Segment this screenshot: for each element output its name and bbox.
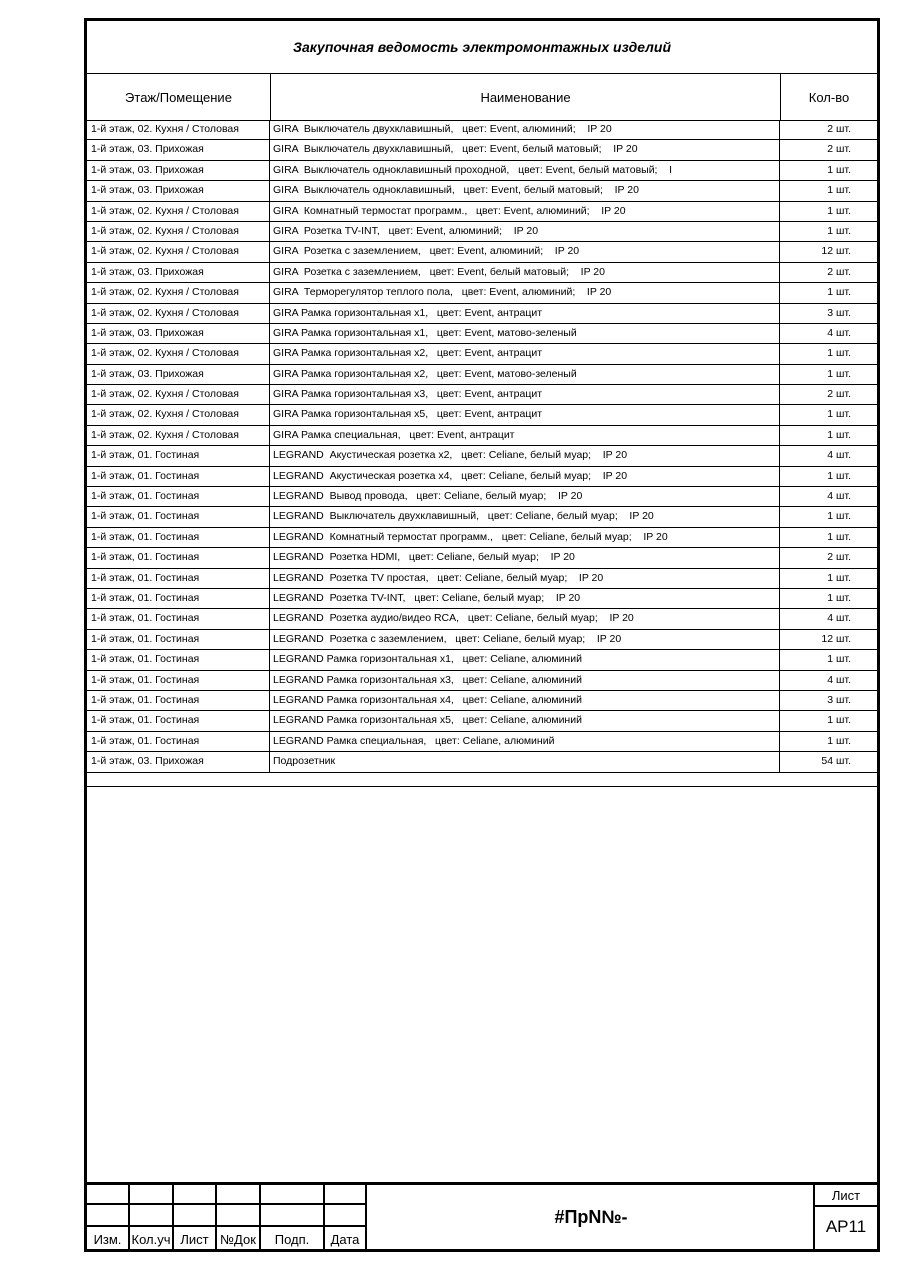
cell-qty: 2 шт.	[827, 388, 851, 401]
cell-qty: 1 шт.	[827, 571, 851, 584]
table-row-empty	[87, 773, 877, 787]
cell-name: GIRA Терморегулятор теплого пола, цвет: Event, алюминий; IP 20	[270, 283, 780, 302]
cell-room: 1-й этаж, 01. Гостиная	[87, 630, 270, 649]
table-row	[87, 528, 877, 548]
table-row	[87, 222, 877, 242]
cell-qty: 1 шт.	[827, 469, 851, 482]
cell-room: 1-й этаж, 02. Кухня / Столовая	[87, 202, 270, 221]
cell-qty: 2 шт.	[827, 123, 851, 135]
cell-room: 1-й этаж, 01. Гостиная	[87, 650, 270, 669]
cell-qty: 1 шт.	[827, 347, 851, 360]
cell-qty: 2 шт.	[827, 143, 851, 156]
cell-name: LEGRAND Акустическая розетка x2, цвет: Celiane, белый муар; IP 20	[270, 446, 780, 465]
cell-room: 1-й этаж, 01. Гостиная	[87, 446, 270, 465]
cell-room: 1-й этаж, 03. Прихожая	[87, 161, 270, 180]
cell-room: 1-й этаж, 01. Гостиная	[87, 467, 270, 486]
table-row	[87, 324, 877, 344]
cell-name: LEGRAND Комнатный термостат программ., цвет: Celiane, белый муар; IP 20	[270, 528, 780, 547]
cell-room: 1-й этаж, 01. Гостиная	[87, 507, 270, 526]
cell-name: LEGRAND Розетка с заземлением, цвет: Celiane, белый муар; IP 20	[270, 630, 780, 649]
stamp-label-data: Дата	[330, 1232, 360, 1247]
cell-room: 1-й этаж, 02. Кухня / Столовая	[87, 242, 270, 261]
table-row	[87, 732, 877, 752]
cell-name: LEGRAND Розетка TV простая, цвет: Celiane, белый муар; IP 20	[270, 569, 780, 588]
table-row	[87, 569, 877, 589]
table-row	[87, 752, 877, 772]
cell-qty: 1 шт.	[827, 408, 851, 421]
cell-room: 1-й этаж, 02. Кухня / Столовая	[87, 222, 270, 241]
cell-name: GIRA Рамка горизонтальная x3, цвет: Event, антрацит	[270, 385, 780, 404]
cell-qty: 1 шт.	[827, 653, 851, 666]
table-row	[87, 630, 877, 650]
stamp-label-kolvo: Кол.уч	[131, 1232, 171, 1247]
table-row	[87, 202, 877, 222]
table-row	[87, 242, 877, 262]
cell-name: LEGRAND Розетка HDMI, цвет: Celiane, белый муар; IP 20	[270, 548, 780, 567]
cell-name: GIRA Выключатель двухклавишный, цвет: Event, алюминий; IP 20	[270, 120, 780, 139]
cell-qty: 1 шт.	[827, 591, 851, 604]
header-room: Этаж/Помещение	[87, 74, 271, 121]
cell-name: GIRA Розетка TV-INT, цвет: Event, алюминий; IP 20	[270, 222, 780, 241]
cell-qty: 4 шт.	[827, 490, 851, 503]
cell-room: 1-й этаж, 01. Гостиная	[87, 589, 270, 608]
header-name: Наименование	[271, 74, 781, 121]
stamp-cell-izm	[87, 1185, 130, 1249]
stamp-cell-kolvo	[130, 1185, 174, 1249]
cell-qty: 2 шт.	[827, 551, 851, 564]
cell-room: 1-й этаж, 01. Гостиная	[87, 569, 270, 588]
cell-qty: 1 шт.	[827, 530, 851, 543]
table-row	[87, 426, 877, 446]
document-title: Закупочная ведомость электромонтажных изделий	[87, 21, 877, 74]
sheet-number: АР11	[825, 1217, 867, 1236]
table-body	[87, 120, 877, 787]
table-row	[87, 671, 877, 691]
stamp-label-list: Лист	[180, 1232, 209, 1247]
cell-room: 1-й этаж, 03. Прихожая	[87, 752, 270, 771]
table-row	[87, 609, 877, 629]
table-row	[87, 120, 877, 140]
cell-qty: 4 шт.	[827, 449, 851, 462]
title-block	[87, 1182, 877, 1249]
stamp-label-ndok: №Док	[220, 1232, 256, 1247]
cell-name: LEGRAND Розетка TV-INT, цвет: Celiane, белый муар; IP 20	[270, 589, 780, 608]
cell-name: GIRA Выключатель двухклавишный, цвет: Event, белый матовый; IP 20	[270, 140, 780, 159]
table-row	[87, 548, 877, 568]
cell-qty: 1 шт.	[827, 428, 851, 441]
cell-name: LEGRAND Вывод провода, цвет: Celiane, белый муар; IP 20	[270, 487, 780, 506]
cell-qty: 1 шт.	[827, 224, 851, 237]
sheet-label: Лист	[815, 1185, 877, 1207]
cell-room: 1-й этаж, 03. Прихожая	[87, 140, 270, 159]
table-row	[87, 140, 877, 160]
cell-name: Подрозетник	[270, 752, 780, 771]
cell-name: GIRA Рамка горизонтальная x5, цвет: Event, антрацит	[270, 405, 780, 424]
table-row	[87, 711, 877, 731]
stamp-cell-ndok	[217, 1185, 261, 1249]
cell-room: 1-й этаж, 01. Гостиная	[87, 691, 270, 710]
table-row	[87, 181, 877, 201]
cell-name: GIRA Комнатный термостат программ., цвет: Event, алюминий; IP 20	[270, 202, 780, 221]
cell-qty: 1 шт.	[827, 204, 851, 217]
cell-room: 1-й этаж, 01. Гостиная	[87, 487, 270, 506]
cell-name: LEGRAND Рамка специальная, цвет: Celiane, алюминий	[270, 732, 780, 751]
cell-qty: 1 шт.	[827, 714, 851, 727]
table-row	[87, 405, 877, 425]
cell-room: 1-й этаж, 02. Кухня / Столовая	[87, 344, 270, 363]
cell-name: LEGRAND Рамка горизонтальная x4, цвет: Celiane, алюминий	[270, 691, 780, 710]
cell-room: 1-й этаж, 01. Гостиная	[87, 671, 270, 690]
cell-qty: 12 шт.	[821, 632, 851, 645]
header-qty: Кол-во	[781, 74, 877, 121]
cell-name: LEGRAND Рамка горизонтальная x5, цвет: Celiane, алюминий	[270, 711, 780, 730]
table-row	[87, 161, 877, 181]
cell-qty: 4 шт.	[827, 326, 851, 339]
stamp-label-izm: Изм.	[93, 1232, 122, 1247]
stamp-cell-list	[174, 1185, 217, 1249]
cell-qty: 1 шт.	[827, 734, 851, 747]
cell-name: LEGRAND Рамка горизонтальная x3, цвет: Celiane, алюминий	[270, 671, 780, 690]
cell-room: 1-й этаж, 01. Гостиная	[87, 609, 270, 628]
cell-name: GIRA Рамка горизонтальная x2, цвет: Event, антрацит	[270, 344, 780, 363]
cell-qty: 54 шт.	[821, 755, 851, 768]
cell-room: 1-й этаж, 02. Кухня / Столовая	[87, 426, 270, 445]
table-row	[87, 365, 877, 385]
table-row	[87, 304, 877, 324]
cell-name: GIRA Рамка специальная, цвет: Event, антрацит	[270, 426, 780, 445]
cell-name: GIRA Рамка горизонтальная x1, цвет: Event, матово-зеленый	[270, 324, 780, 343]
cell-qty: 1 шт.	[827, 510, 851, 523]
cell-qty: 3 шт.	[827, 693, 851, 706]
cell-name: LEGRAND Выключатель двухклавишный, цвет: Celiane, белый муар; IP 20	[270, 507, 780, 526]
cell-qty: 1 шт.	[827, 286, 851, 299]
drawing-sheet	[84, 18, 880, 1252]
cell-qty: 4 шт.	[827, 673, 851, 686]
stamp-cell-data	[325, 1185, 367, 1249]
table-row	[87, 507, 877, 527]
table-row	[87, 650, 877, 670]
cell-qty: 3 шт.	[827, 306, 851, 319]
cell-qty: 1 шт.	[827, 184, 851, 197]
cell-room: 1-й этаж, 02. Кухня / Столовая	[87, 385, 270, 404]
cell-room: 1-й этаж, 01. Гостиная	[87, 528, 270, 547]
cell-name: LEGRAND Розетка аудио/видео RCA, цвет: Celiane, белый муар; IP 20	[270, 609, 780, 628]
cell-name: GIRA Рамка горизонтальная x1, цвет: Event, антрацит	[270, 304, 780, 323]
cell-name: GIRA Выключатель одноклавишный, цвет: Event, белый матовый; IP 20	[270, 181, 780, 200]
cell-name: GIRA Выключатель одноклавишный проходной, цвет: Event, белый матовый; I	[270, 161, 780, 180]
table-row	[87, 263, 877, 283]
cell-room: 1-й этаж, 01. Гостиная	[87, 548, 270, 567]
cell-room: 1-й этаж, 03. Прихожая	[87, 365, 270, 384]
stamp-cell-podp	[261, 1185, 325, 1249]
table-row	[87, 691, 877, 711]
cell-room: 1-й этаж, 03. Прихожая	[87, 263, 270, 282]
cell-room: 1-й этаж, 03. Прихожая	[87, 324, 270, 343]
cell-room: 1-й этаж, 02. Кухня / Столовая	[87, 304, 270, 323]
table-row	[87, 487, 877, 507]
cell-room: 1-й этаж, 03. Прихожая	[87, 181, 270, 200]
cell-qty: 1 шт.	[827, 163, 851, 176]
cell-qty: 1 шт.	[827, 367, 851, 380]
cell-qty: 2 шт.	[827, 265, 851, 278]
cell-room: 1-й этаж, 02. Кухня / Столовая	[87, 283, 270, 302]
cell-qty: 4 шт.	[827, 612, 851, 625]
table-row	[87, 344, 877, 364]
cell-name: GIRA Рамка горизонтальная x2, цвет: Event, матово-зеленый	[270, 365, 780, 384]
cell-room: 1-й этаж, 02. Кухня / Столовая	[87, 405, 270, 424]
cell-room: 1-й этаж, 01. Гостиная	[87, 711, 270, 730]
table-row	[87, 385, 877, 405]
table-row	[87, 589, 877, 609]
cell-name: GIRA Розетка с заземлением, цвет: Event, белый матовый; IP 20	[270, 263, 780, 282]
table-row	[87, 446, 877, 466]
cell-qty: 12 шт.	[821, 245, 851, 258]
cell-room: 1-й этаж, 01. Гостиная	[87, 732, 270, 751]
stamp-label-podp: Подп.	[274, 1232, 310, 1247]
cell-name: GIRA Розетка с заземлением, цвет: Event, алюминий; IP 20	[270, 242, 780, 261]
table-row	[87, 283, 877, 303]
project-code: #ПрN№-	[554, 1206, 628, 1227]
table-row	[87, 467, 877, 487]
cell-room: 1-й этаж, 02. Кухня / Столовая	[87, 120, 270, 139]
cell-name: LEGRAND Рамка горизонтальная x1, цвет: Celiane, алюминий	[270, 650, 780, 669]
cell-name: LEGRAND Акустическая розетка x4, цвет: Celiane, белый муар; IP 20	[270, 467, 780, 486]
